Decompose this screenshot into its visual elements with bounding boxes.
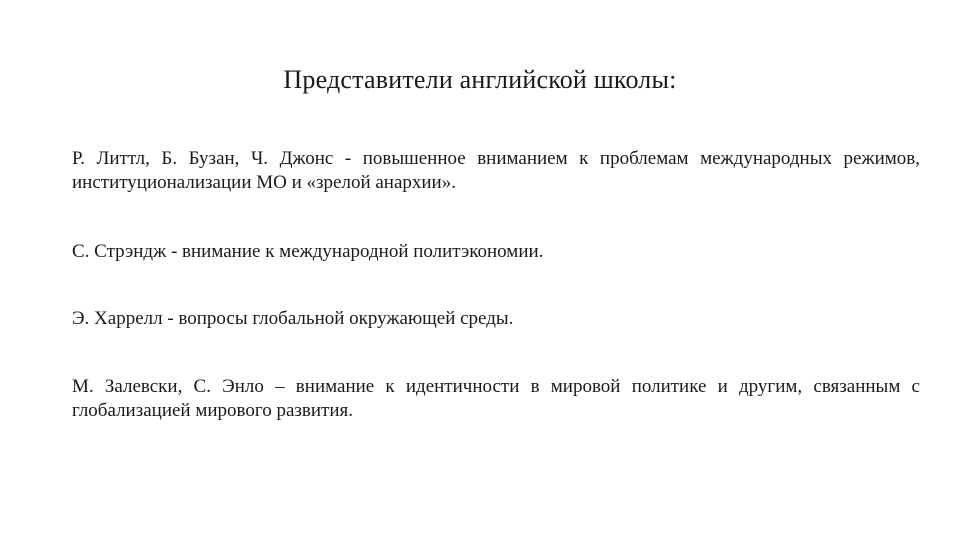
slide-title: Представители английской школы: bbox=[283, 65, 677, 94]
paragraph-little-buzan-jones: Р. Литтл, Б. Бузан, Ч. Джонс - повышенное вниманием к проблемам международных режимов, институционализации МО и «зрелой анархии». bbox=[72, 148, 920, 193]
paragraph-strange: С. Стрэндж - внимание к международной политэкономии. bbox=[72, 241, 544, 262]
paragraph-zalewski-enloe: М. Залевски, С. Энло – внимание к идентичности в мировой политике и другим, связанным с глобализацией мирового развития. bbox=[72, 376, 920, 421]
paragraph-hurrell: Э. Харрелл - вопросы глобальной окружающей среды. bbox=[72, 308, 514, 329]
